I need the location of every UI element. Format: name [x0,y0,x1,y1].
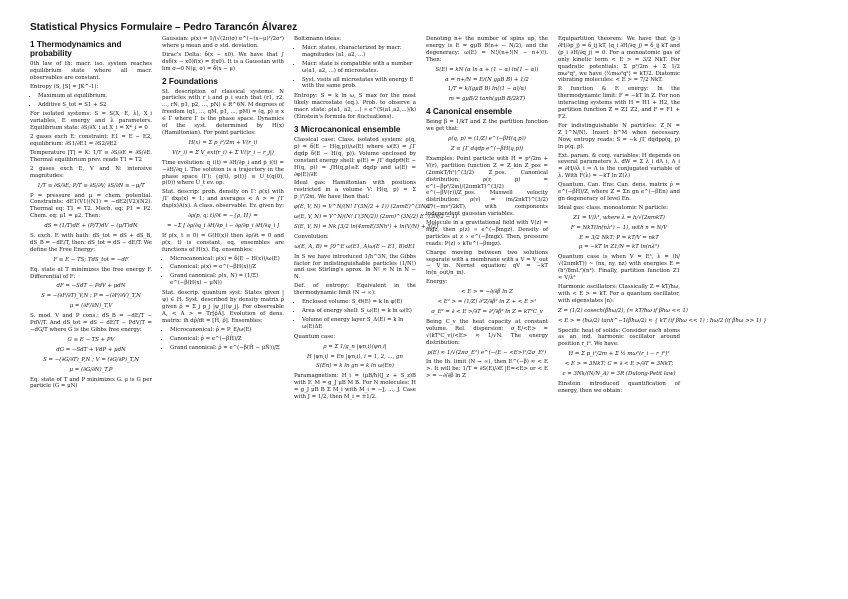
canonical-intro-text: Being β = 1/kT and Z the partition function we get that: [426,119,548,133]
harmonic-text: Harmonic oscillators: Classically Z = kT/ħω, with < E > = kT. For a quantum oscillator, with eigenstates |n⟩: [558,284,680,304]
classical-ensembles-list [162,256,284,288]
equation: S = −(∂G/∂T)_P,N ; V = (∂G/∂P)_T,N [43,356,139,363]
indistinguishable-text: For indistinguishable N particles: Z_N = Z_1^N/N!. Insert h^M when necessary. Now, entropy reads: S = −k ∫Γ dqdpρ(q, p) ln ρ(q, p). [558,122,680,150]
equation: ρ(q, p) = (1/Z) e^(−βH(q,p)) [448,136,526,143]
equation: dF = −SdT − PdV + μdN [56,283,126,290]
equation: H |ψn,i⟩ = En |ψn,i⟩, i = 1, 2, ..., gn [307,353,403,360]
equation: < E > = 3NkT; C = ∂ < E >/∂T = 3NkT; [564,361,674,368]
equation: Z ≡ ∫Γ dqdp e^(−βH(q,p)) [450,145,524,152]
equation: < E² > = (1/Z) ∂²Z/∂β² ln Z + < E >² [437,299,537,306]
list-item: • Additive S_tot = S1 + S2 [38,102,152,109]
entropy-list [30,93,152,109]
column-1 [30,36,152,596]
gibbs-end-text: Eq. state of T and P minimizes G. μ is G per particle (G = μN) [30,376,152,390]
entropy-text: Entropy: S = k ln ω, S max for the most likely macrostate (eq.). Prob. to observe a macr. state: ρ(a1, a2, ...) ∝ e^(S(a1,a2,...)/k) (Einstein's formula for fluctuations). [294,93,416,121]
equation: S(E) = kN (α ln α + (1 − α) ln(1 − α)) [435,66,539,73]
equation: < E > = (ħω/2) tanh^−1(βħω/2) ≈ { kT (if βħω << 1) ; ħω/2 (if βħω >> 1) } [558,317,767,324]
nernst-text: Charge moving between two solutions separate with a membrane with a V = V_out − V_in. Nernst equation: qV = −kT ln(n_out/n_in). [426,249,548,277]
free-energy-text: Eq. state at T minimizes the free energy F. Differential of F: [30,266,152,280]
temperature-text: Temperature [T] = K: 1/T ≡ ∂S/∂E = ∂S/∂E. Thermal equilibrium prev. reads T1 = T2 [30,149,152,163]
equation: = −Σ [ ∂ρ/∂q_i ∂H/∂p_i − ∂ρ/∂p_i ∂H/∂q_i ] [166,222,280,229]
column-5 [558,36,767,596]
classical-description-text: St. description of classical systems: N particles with r_i and p_i such that (r1, r2, ..., rN, p1, p2, ..., pN) ∈ R^6N. M degrees of freedom (q1, ..., qM, p1, ..., pM) = (q, p) ≡ x ∈ Γ where Γ is the phase space. Dynamics of the syst. determined by H(x) (Hamiltonian). For point particles: [162,88,284,136]
list-item: • Macr. state is compatible with a number ω(a1, a2, ...) of microstates. [302,61,416,75]
list-item: • Grand canonical: ρ̂ = e^(−β(Ĥ − μN̂))/Ξ [170,345,284,352]
quantum-ensembles-list [162,327,284,352]
equation: 1/T ≡ ∂S/∂E; P/T ≡ ∂S/∂V; ∂S/∂N ≡ −μ/T [37,182,145,189]
section-heading-2: 2 Foundations [162,76,218,86]
section-heading-3: 3 Microcanonical ensemble [294,124,401,134]
zeroth-law-text: 0th law of th: macr. iso. system reaches equilibrium state where all macr. observables are constant. [30,61,152,81]
stat-description-text: Stat. descrip: prob. density on Γ: ρ(x) with ∫Γ dxρ(x) = 1; and averages < A > = ∫Γ dxρ(x)A(x). A class. observable. Ev. given by: [162,189,284,210]
classical-case-text: Classical case: Class. isolated system: ρ(q, p) = δ(E − H(q,p))/ω(E) where ω(E) = ∫Γ dqdp δ(E − H(q, p)). Volume enclosed by constant energy shell: φ(E) = ∫Γ dqdpΘ(E − H(q, p)) = ∫H(q,p)≤E dqdp and ω(E) = ∂φ(E)/∂E [294,136,416,178]
equation: < E > = −∂/∂β ln Z [461,289,513,296]
equation: H = Σ p_i²/2m + Σ ½ mω²(r_i − r_i⁰)² [568,351,670,358]
gibbs-factor-text: In S we have introduced 1/h^3N, the Gibbs factor for indistinguishable particles (1/N!) and use Stirling's aprox. ln N! ≈ N ln N − N. [294,253,416,281]
thermodynamic-limit-text: In the th. limit (N → ∞), then E^(−β) ≈ < E >. It will be: 1/T = ∂S(E)/∂E |E=<E> or < E > = −∂/∂β ln Z [426,359,548,380]
list-item: • Enclosed volume: S_Θ(E) = k ln φ(E) [302,299,416,306]
equation: G ≡ E − TS + PV [67,336,115,343]
equation: μ = (∂F/∂N)_T,V [69,303,113,310]
list-item: • Canonical: ρ̂ = e^(−βĤ)/Z [170,336,284,343]
specific-heat-text: Specific heat of solids: Consider each atoms as an ind. harmonic oscillator around position r_i⁰. We have: [558,327,680,348]
time-evolution-text: Time evolution: q̇_i(t) = ∂H/∂p_i and ṗ_i(t) = −∂H/∂q_i. The solution is a trajectory in the phase space (Γ): {q(t), p(t)} ≡ U_t(q(0), p(0)) where U_t ev. op. [162,159,284,187]
entropy-definitions-list [294,299,416,331]
entropy-text: Entropy (S, [S] = JK^-1): [30,83,99,90]
energy-label: Energy: [426,279,448,286]
external-parameters-text: Ext. param. & conj. variables: H depends on several parameters λ. dW = Σ λ_i dΛ_i, Λ_i = ∂H/∂λ_i ⇒ Λ is the conjugated variable of λ. With F(λ) = −kT ln Z(λ) [558,152,680,180]
equation: dG = −SdT + VdP + μdN [56,346,126,353]
list-item: • Macr. states, characterized by macr. magnitudes (a1, a2, ...) [302,45,416,59]
constraints-text: P = pressure and μ = chem. potential. Constraints: dE1(V1)(N1) = −dE2(V2)(N2). Thermal eq: T1 = T2. Mech. eq: P1 = P2. Chem. eq: μ1 = μ2. Then: [30,192,152,220]
equation: α = n+/N = E/(N gμB B) + 1/2 [445,76,529,83]
two-gases-e-text: 2 gases exch E: constraint: E1 = E − E2, equilibrium: ∂S1/∂E1 = ∂S2/∂E2 [30,134,152,148]
free-energy-text: P. function & F. energy: In the thermodynamic limit: F = −kT ln Z. For non interacting systems with H = H1 + H2, the partition function Z = Z1 Z2, and F = F1 + F2. [558,86,680,120]
list-item: • Syst. visits all microstates with energy E with the same prob. [302,77,416,91]
dirac-text: Dirac's Delta: δ(x − x0). We have that ∫ dxδ(x − x0)f(x) = f(x0). It is a Gaussian with lim σ→0 N(μ, σ) = δ(x − μ) [162,51,284,72]
column-4 [426,36,548,596]
equipartition-text: Equipartition theorem: We have that ⟨p_i ∂H/∂p_j⟩ = δ_ij kT, ⟨q_i ∂H/∂q_j⟩ = δ_ij kT and ⟨p_i ∂H/∂q_j⟩ = 0. For a monoatomic gas of only kinetic term < E > = 3/2 NkT. For quadratic potentials: Σ p²/2m + Σ 1/2 mω²q², we have ⟨½mω²q²⟩ = kT/2. Diatomic vibrating molecules: < E > = 7/2 NkT. [558,36,680,84]
equation: μ = (∂G/∂N)_T,P [69,366,113,373]
equation: μ = −kT ln Z1/N = kT ln(nλ³) [578,244,660,251]
quantum-case-label: Quantum case: [294,333,336,340]
heat-capacity-text: Being C_v the heat capacity at constant volume. Rel. dispersion: σ_E/<E> = √(kT²C_v)/<E> ≈ 1/√N. The energy distribution: [426,318,548,346]
equation: ω(E, A, B) = ∫0^E ω(E1, A)ω(E − E1, B)dE1 [294,243,416,250]
section-heading-4: 4 Canonical ensemble [426,107,513,117]
equation: Z1 = V/λ³, where λ = h/√(2πmkT) [573,214,665,221]
equation: V(r_i) = Σ V_ext(r_i) + Σ V(|r_i − r_j|) [172,149,274,156]
equation: F = NkT(ln(nλ³) − 1), with n = N/V [570,224,668,231]
equation: H(x) = Σ p_i²/2m + V(r_i) [188,139,258,146]
list-item: • Canonical: ρ(x) = e^(−βH(x))/Z [170,264,284,271]
two-gases-v-text: 2 gases exch E, V and N: intensive magnitudes: [30,165,152,179]
convolution-label: Convolution: [294,233,329,240]
list-item: • Maximum at equilibrium. [38,93,152,100]
quantum-case-text: Quantum case is when V = E³, λ = (h/√(2πmkT)) ~ (nx, ny, nz) with energies E = (h²/8mL²)(n²). Finally, partition function Z1 ≈ V/λ³ [558,254,680,282]
list-item: • Area of energy shell: S_ω(E) = k ln ω(E) [302,308,416,315]
entropy-definition-text: Def. of entropy: Equivalent in the thermodynamic limit (N → ∞): [294,283,416,297]
equation: E = 3/2 NkT; P = kT/V = nkT [579,234,659,241]
section-heading-1: 1 Thermodynamics and probability [30,40,122,58]
gaussian-text: Gaussian: ρ(x) = 1/(√(2π)σ) e^(−(x−μ)²/2σ²) where μ mean and σ std. deviation. [162,36,284,49]
list-item: • Volume of energy layer S_Δ(E) = k ln ω(E)ΔE [302,317,416,331]
equation: ρ = Σ 1/g_n |ψn,i⟩⟨ψn,i| [323,343,387,350]
boltzmann-heading: Boltzmann ideas: [294,36,342,42]
gravity-text: Molecule in a gravitational field with V(z) = mgz, then ρ(z) ∝ e^(−βmgz). Density of particles at z ∝ e^(−βmgz). Then, pressure reads: P(z) ∝ kTe^(−βmgz). [426,220,548,247]
equation: ω(E, V, N) = V^N/(N! Γ(3N/2)) (2πm)^(3N/2) E^(3N/2 − 1) [294,214,458,221]
quantum-canonical-text: Quantum. Can. Ens: Can. dens. matrix ρ̂ = e^(−βĤ)/Z, where Z = Σn gn e^(−βEn) and gn degeneracy of level En. [558,182,680,202]
gibbs-intro-text: S. mod. V and P cons.: dS_B = −dE/T − PdV/T. And dS_tot = dS − dE/T − PdV/T = −dG/T where G is the Gibbs free energy: [30,313,152,333]
equation: ∂ρ(p, q; t)/∂t = −{ρ, H} = [188,213,258,220]
ideal-gas-text: Ideal gas: Hamiltonian with positions restricted in a volume V: H(q, p) = Σ p_i²/2m. We have then that: [294,180,416,201]
equation: Z = (1/2) cosech(βħω/2), (≈ kT/ħω if βħω << 1) [558,307,688,314]
paramagnetism-text: Paramagnetism: H_i = (μB/ħ)(J_z + S_z)B with E_M = g_J μB M B. For N molecules: H = g_J μB B Σ M_i with M_i = −J, ..., J. Case with J = 1/2, then M_i = ±1/2. [294,373,416,401]
ensembles-text: If ρ(x, t ≡ 0) = G(H(x)) then ∂ρ/∂t = 0 and ρ(x, t) is constant, eq. ensembles are functions of H(x). Eq. ensembles: [162,232,284,253]
ideal-gas-label: Ideal gas: class. monoatomic N particle: [558,204,668,211]
equation: dS = (1/T)dE + (P/T)dV − (μ/T)dN [44,223,138,230]
column-3 [294,36,458,596]
equation: F ≡ E − TS; TdS_tot = −dF [53,256,129,263]
examples-text: Examples: Point particle with H = p²/2m + V(r), partition function Z = Z_kin Z_pos = (2πmkT/h²)^(3/2) Z_pos. Canonical distribution: ρ(r, p) = e^(−βp²/2m)/(2πmkT)^(3/2) · e^(−βV(r))/Z_pos. Maxwell velocity distribution: ρ(v) = (m/2πkT)^(3/2) e^(−mv²/2kT), with components independent gaussian variables. [426,155,548,218]
boltzmann-list [294,45,416,90]
equation: m = gμB/2 tanh(gμB B/2kT) [448,96,526,103]
bath-text: S. exch. E with bath: dS_tot = dS + dS_B, dS_B = −dE/T, then: dS_tot = dS − dE/T. We define the Free Energy: [30,233,152,253]
equation: S = −(∂F/∂T)_V,N ; P = −(∂F/∂V)_T,N [41,293,141,300]
list-item: • Microcanonical: ρ(x) = δ(E − H(x))/ω(E) [170,256,284,263]
list-item: • Grand canonical: ρ(x, N) = (1/Ξ) e^(−β(H(x) − μN)) [170,273,284,287]
equation: 1/T = k/(gμB B) ln((1 − α)/α) [447,86,527,93]
equation: σ_E² = ∂ < E >/∂T = ∂²/∂β² ln Z = kT²C_v [431,309,543,315]
document-title: Statistical Physics Formulaire – Pedro Tarancón Álvarez [30,22,298,33]
equation: c = 3Nk/(N/N_A) = 3R (Dulong-Petit law) [562,371,676,378]
isolated-text: For isolated systems: S = S(X, E, λ), X_i variables, E energy and λ parameters. Equilibrium state: ∂S/∂X_i at X_i = X*_i = 0 [30,111,152,132]
equation: S(En) = k ln gn = k ln ω(En) [316,363,394,370]
spin-text: Denoting n+ the number of spins up, the energy is E = gμB B(n+ − N/2), and the degeneracy: ω(E) = N!/(n+!(N − n+)!). Then: [426,36,548,63]
einstein-text: Einstein introduced quantification of energy, then we obtain: [558,380,680,394]
columns [30,36,818,596]
column-2 [162,36,284,596]
equation: φ(E, V, N) = V^N/(N! Γ(3N/2 + 1)) (2πmE)^(3N/2) [294,204,433,211]
list-item: • Microcanonical: ρ̂ = P_E/ω(E) [170,327,284,334]
quantum-description-text: Stat. descrip. quantum syst: States given |ψ⟩ ∈ H. Syst. described by density matrix ρ̂ given ρ̂ = Σ_j p_j |ψ_j⟩⟨ψ_j|. For observable A, < A > = Tr[ρ̂Â]. Evolution of dens. matrix: iħ dρ̂/dt = [Ĥ, ρ̂]. Ensembles: [162,290,284,324]
equation: S(E, V, N) = Nk [3/2 ln(4πmE/3Nh²) + ln(V/N) + 5/2] [294,223,438,230]
equation: ρ(E) ≈ 1/√(2πσ_E²) e^(−(E − <E>)²/2σ_E²) [427,349,547,356]
